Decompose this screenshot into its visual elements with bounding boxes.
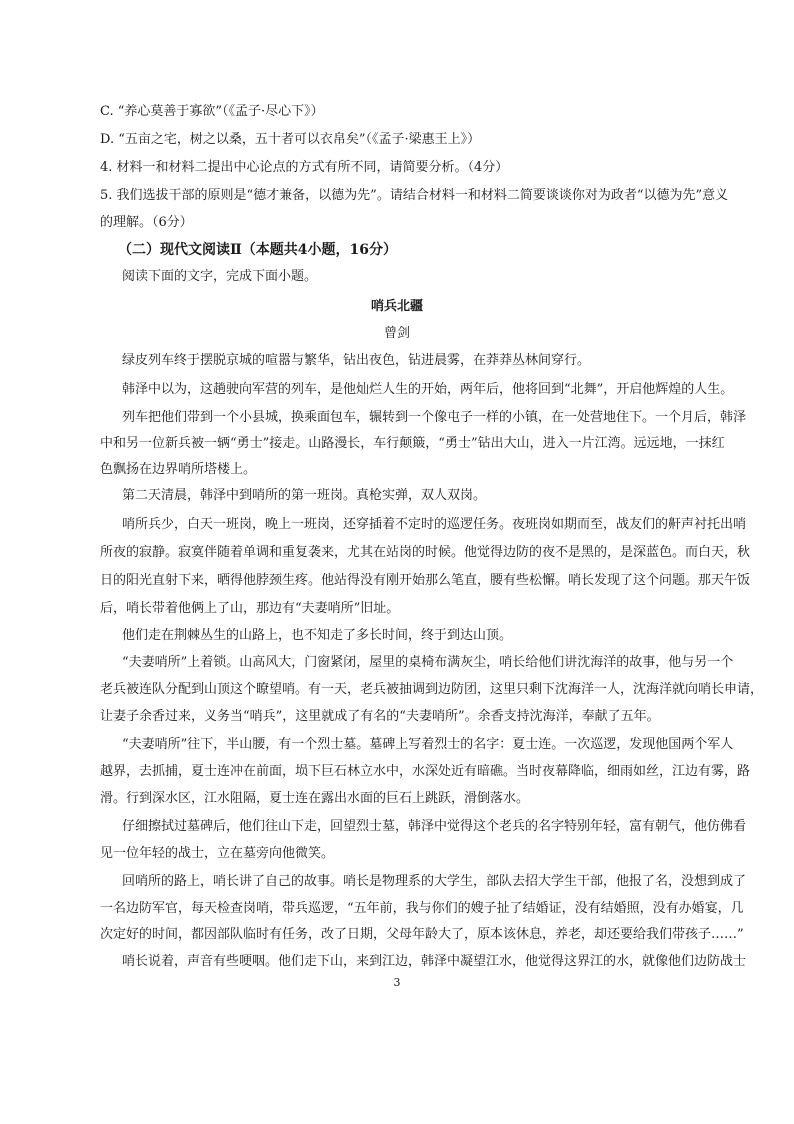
story-line: 滑。行到深水区，江水阻隔，夏士连在露出水面的巨石上跳跃，滑倒落水。	[100, 791, 530, 806]
story-line: 让妻子余香过来，义务当“哨兵”，这里就成了有名的“夫妻哨所”。余香支持沈海洋，奉献了五年。	[100, 709, 660, 724]
story-line: 中和另一位新兵被一辆“勇士”接走。山路漫长，车行颠簸，“勇士”钻出大山，进入一片江湾。远远地，一抹红	[100, 436, 725, 451]
story-line: 次定好的时间，都因部队临时有任务，改了日期，父母年龄大了，原本该休息，养老，却还要给我们带孩子……”	[100, 927, 744, 942]
story-line: 见一位年轻的战士，立在墓旁向他微笑。	[100, 846, 335, 861]
story-line: 回哨所的路上，哨长讲了自己的故事。哨长是物理系的大学生，部队去招大学生干部，他报了名，没想到成了	[122, 874, 747, 889]
story-line: 越界，去抓捕，夏士连冲在前面，埙下巨石林立水中，水深处近有暗礁。当时夜幕降临，细雨如丝，江边有雾，路	[100, 764, 751, 779]
story-line: 绿皮列车终于摆脱京城的喧嚣与繁华，钻出夜色，钻进晨雾，在莽莽丛林间穿行。	[122, 353, 591, 368]
story-title: 哨兵北疆	[370, 299, 423, 314]
option-c: C. “养心莫善于寡欲”（《孟子·尽心下》）	[100, 104, 324, 119]
story-line: 一名边防军官，每天检查岗哨，带兵巡逻，“五年前，我与你们的嫂子扯了结婚证，没有结婚照，没有办婚宴，几	[100, 901, 744, 916]
instruction-text: 阅读下面的文字，完成下面小题。	[122, 269, 318, 284]
story-author: 曾剑	[383, 326, 410, 341]
story-line: 老兵被连队分配到山顶这个瞭望哨。有一天，老兵被抽调到边防团，这里只剩下沈海洋一人，沈海洋就向哨长申请，	[100, 682, 764, 697]
story-line: 韩泽中以为，这趟驶向军营的列车，是他灿烂人生的开始，两年后，他将回到“北舞”，开启他辉煌的人生。	[122, 382, 734, 397]
story-line: 仔细擦拭过墓碑后，他们往山下走，回望烈士墓，韩泽中觉得这个老兵的名字特别年轻，富有朝气，他仿佛看	[122, 819, 747, 834]
story-line: “夫妻哨所”往下，半山腰，有一个烈士墓。墓碑上写着烈士的名字：夏士连。一次巡逻，发现他国两个军人	[122, 737, 734, 752]
story-line: 日的阳光直射下来，晒得他脖颈生疼。他站得没有刚开始那么笔直，腰有些松懈。哨长发现了这个问题。那天午饭	[100, 573, 751, 588]
question-5-line-1: 5. 我们选拔干部的原则是“德才兼备，以德为先”。请结合材料一和材料二简要谈谈你对为政者“以德为先”意义	[100, 188, 729, 203]
option-d: D. “五亩之宅，树之以桑，五十者可以衣帛矣”（《孟子·梁惠王上》）	[100, 132, 481, 147]
story-line: 色飘扬在边界哨所塔楼上。	[100, 462, 257, 477]
story-line: 哨长说着，声音有些哽咽。他们走下山，来到江边，韩泽中凝望江水，他觉得这界江的水，就像他们边防战士	[122, 954, 747, 969]
story-line: 他们走在荆棘丛生的山路上，也不知走了多长时间，终于到达山顶。	[122, 628, 513, 643]
story-line: 所夜的寂静。寂寞伴随着单调和重复袭来，尤其在站岗的时候。他觉得边防的夜不是黑的，是深蓝色。而白天，秋	[100, 545, 751, 560]
story-line: 后，哨长带着他俩上了山，那边有“夫妻哨所”旧址。	[100, 601, 400, 616]
story-line: 列车把他们带到一个小县城，换乘面包车，辗转到一个像屯子一样的小镇，在一处营地住下。一个月后，韩泽	[122, 410, 747, 425]
question-4: 4. 材料一和材料二提出中心论点的方式有所不同，请简要分析。（4分）	[100, 160, 509, 175]
story-line: “夫妻哨所”上着锁。山高风大，门窗紧闭，屋里的桌椅布满灰尘，哨长给他们讲沈海洋的故事，他与另一个	[122, 655, 734, 670]
page-number: 3	[393, 976, 401, 989]
story-line: 第二天清晨，韩泽中到哨所的第一班岗。真枪实弹，双人双岗。	[122, 488, 487, 503]
section-heading: （二）现代文阅读Ⅱ（本题共4小题，16分）	[118, 242, 398, 258]
story-line: 哨所兵少，白天一班岗，晚上一班岗，还穿插着不定时的巡逻任务。夜班岗如期而至，战友们的鼾声衬托出哨	[122, 517, 747, 532]
question-5-line-2: 的理解。（6分）	[100, 215, 193, 230]
